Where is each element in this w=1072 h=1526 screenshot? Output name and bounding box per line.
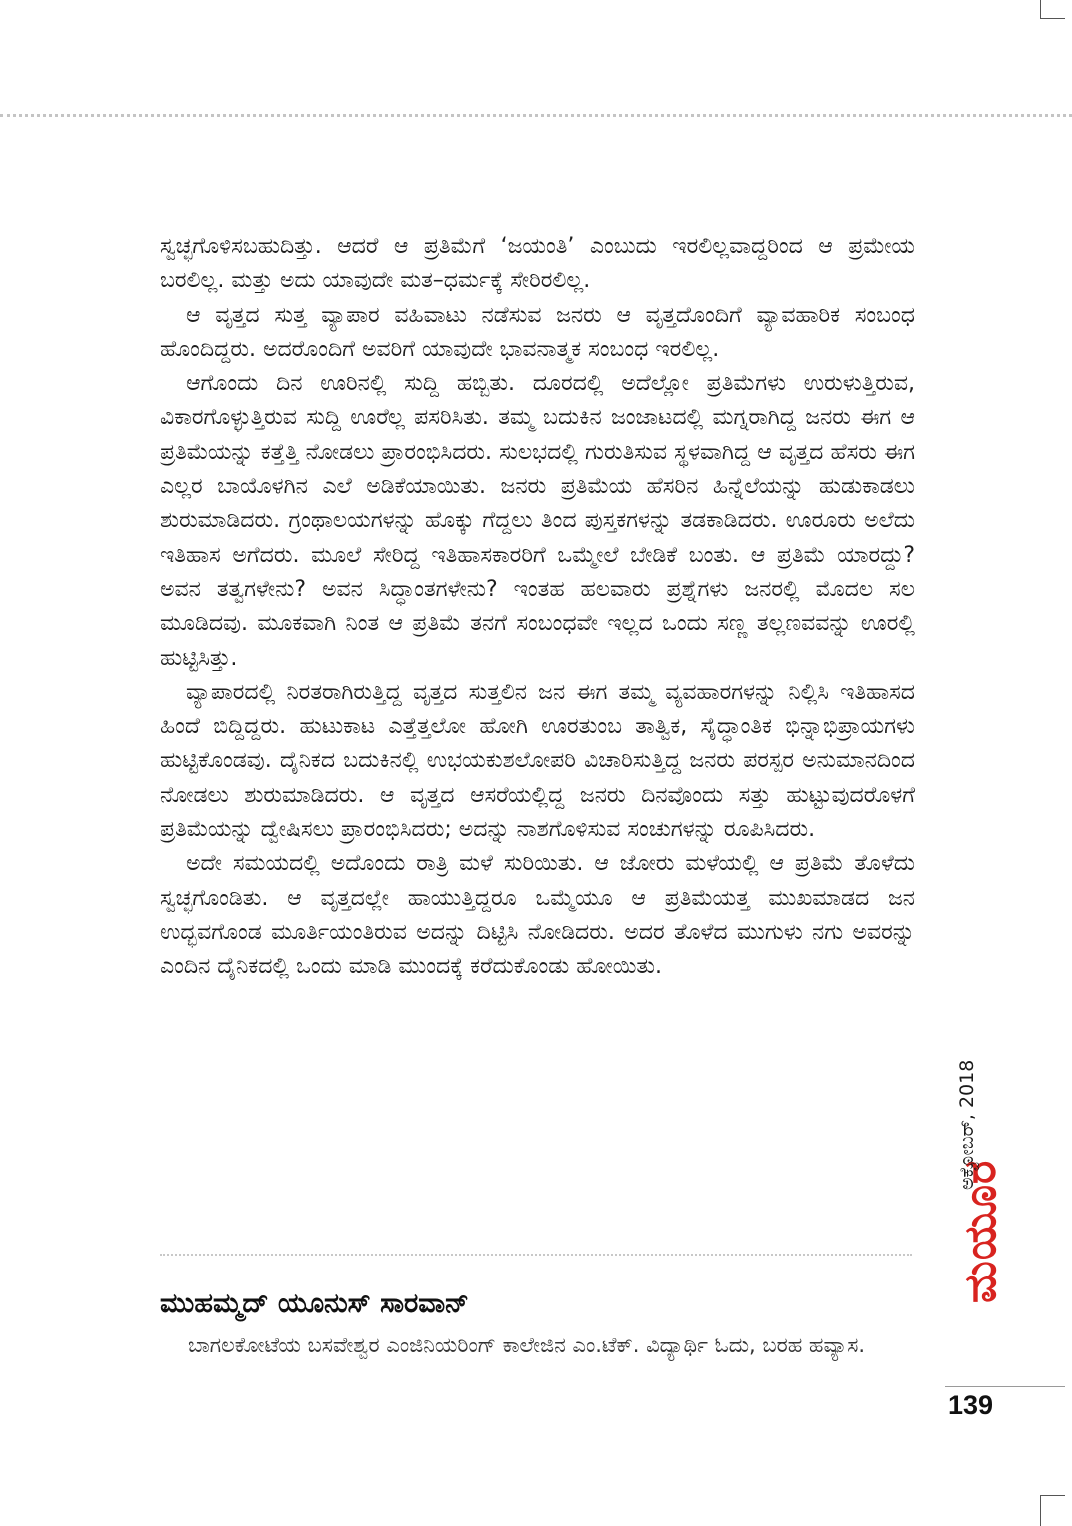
article-paragraph: ಆ ವೃತ್ತದ ಸುತ್ತ ವ್ಯಾಪಾರ ವಹಿವಾಟು ನಡೆಸುವ ಜನರು ಆ ವೃತ್ತದೊಂದಿಗೆ ವ್ಯಾವಹಾರಿಕ ಸಂಬಂಧ ಹೊಂದಿದ್ದರು. ಅದರೊಂದಿಗೆ ಅವರಿಗೆ ಯಾವುದೇ ಭಾವನಾತ್ಮಕ ಸಂಬಂಧ ಇರಲಿಲ್ಲ. (160, 302, 915, 362)
author-separator (160, 1254, 912, 1256)
crop-mark-bottom (1040, 1495, 1065, 1526)
top-dotted-rule (0, 114, 1072, 117)
article-paragraph: ಅದೇ ಸಮಯದಲ್ಲಿ ಅದೊಂದು ರಾತ್ರಿ ಮಳೆ ಸುರಿಯಿತು. ಆ ಜೋರು ಮಳೆಯಲ್ಲಿ ಆ ಪ್ರತಿಮೆ ತೊಳೆದು ಸ್ವಚ್ಛಗೊಂಡಿತು. ಆ ವೃತ್ತದಲ್ಲೇ ಹಾಯುತ್ತಿದ್ದರೂ ಒಮ್ಮೆಯೂ ಆ ಪ್ರತಿಮೆಯತ್ತ ಮುಖಮಾಡದ ಜನ ಉದ್ಭವಗೊಂಡ ಮೂರ್ತಿಯಂತಿರುವ ಅದನ್ನು ದಿಟ್ಟಿಸಿ ನೋಡಿದರು. ಅದರ ತೊಳೆದ ಮುಗುಳು ನಗು ಅವರನ್ನು ಎಂದಿನ ದೈನಿಕದಲ್ಲಿ ಒಂದು ಮಾಡಿ ಮುಂದಕ್ಕೆ ಕರೆದುಕೊಂಡು ಹೋಯಿತು. (160, 851, 915, 980)
article-paragraph: ಸ್ವಚ್ಛಗೊಳಿಸಬಹುದಿತ್ತು. ಆದರೆ ಆ ಪ್ರತಿಮೆಗೆ ‘ಜಯಂತಿ’ ಎಂಬುದು ಇರಲಿಲ್ಲವಾದ್ದರಿಂದ ಆ ಪ್ರಮೇಯ ಬರಲಿಲ್ಲ. ಮತ್ತು ಅದು ಯಾವುದೇ ಮತ–ಧರ್ಮಕ್ಕೆ ಸೇರಿರಲಿಲ್ಲ. (160, 234, 915, 294)
crop-mark-top (1040, 0, 1065, 19)
author-name: ಮುಹಮ್ಮದ್ ಯೂನುಸ್ ಸಾರವಾನ್ (160, 1288, 469, 1319)
issue-date: ಅಕ್ಟೋಬರ್, 2018 (956, 1059, 978, 1190)
article-paragraph: ಆಗೊಂದು ದಿನ ಊರಿನಲ್ಲಿ ಸುದ್ದಿ ಹಬ್ಬಿತು. ದೂರದಲ್ಲಿ ಅದೆಲ್ಲೋ ಪ್ರತಿಮೆಗಳು ಉರುಳುತ್ತಿರುವ, ವಿಕಾರಗೊಳ್ಳುತ್ತಿರುವ ಸುದ್ದಿ ಊರೆಲ್ಲ ಪಸರಿಸಿತು. ತಮ್ಮ ಬದುಕಿನ ಜಂಜಾಟದಲ್ಲಿ ಮಗ್ನರಾಗಿದ್ದ ಜನರು ಈಗ ಆ ಪ್ರತಿಮೆಯನ್ನು ಕತ್ತೆತ್ತಿ ನೋಡಲು ಪ್ರಾರಂಭಿಸಿದರು. ಸುಲಭದಲ್ಲಿ ಗುರುತಿಸುವ ಸ್ಥಳವಾಗಿದ್ದ ಆ ವೃತ್ತದ ಹೆಸರು ಈಗ ಎಲ್ಲರ ಬಾಯೊಳಗಿನ ಎಲೆ ಅಡಿಕೆಯಾಯಿತು. ಜನರು ಪ್ರತಿಮೆಯ ಹೆಸರಿನ ಹಿನ್ನೆಲೆಯನ್ನು ಹುಡುಕಾಡಲು ಶುರುಮಾಡಿದರು. ಗ್ರಂಥಾಲಯಗಳನ್ನು ಹೊಕ್ಕು ಗೆದ್ದಲು ತಿಂದ ಪುಸ್ತಕಗಳನ್ನು ತಡಕಾಡಿದರು. ಊರೂರು ಅಲೆದು ಇತಿಹಾಸ ಅಗೆದರು. ಮೂಲೆ ಸೇರಿದ್ದ ಇತಿಹಾಸಕಾರರಿಗೆ ಒಮ್ಮೇಲೆ ಬೇಡಿಕೆ ಬಂತು. ಆ ಪ್ರತಿಮೆ ಯಾರದ್ದು? ಅವನ ತತ್ವಗಳೇನು? ಅವನ ಸಿದ್ಧಾಂತಗಳೇನು? ಇಂತಹ ಹಲವಾರು ಪ್ರಶ್ನೆಗಳು ಜನರಲ್ಲಿ ಮೊದಲ ಸಲ ಮೂಡಿದವು. ಮೂಕವಾಗಿ ನಿಂತ ಆ ಪ್ರತಿಮೆ ತನಗೆ ಸಂಬಂಧವೇ ಇಲ್ಲದ ಒಂದು ಸಣ್ಣ ತಲ್ಲಣವವನ್ನು ಊರಲ್ಲಿ ಹುಟ್ಟಿಸಿತ್ತು. (160, 371, 915, 671)
article-body (160, 230, 915, 985)
author-bio: ಬಾಗಲಕೋಟೆಯ ಬಸವೇಶ್ವರ ಎಂಜಿನಿಯರಿಂಗ್ ಕಾಲೇಜಿನ ಎಂ.ಟೆಕ್. ವಿದ್ಯಾರ್ಥಿ ಓದು, ಬರಹ ಹವ್ಯಾಸ. (188, 1333, 866, 1357)
page-number-rule (945, 1386, 1065, 1387)
magazine-logo: ಮಯೂರ (955, 1159, 1006, 1303)
page-number: 139 (948, 1390, 994, 1420)
article-paragraph: ವ್ಯಾಪಾರದಲ್ಲಿ ನಿರತರಾಗಿರುತ್ತಿದ್ದ ವೃತ್ತದ ಸುತ್ತಲಿನ ಜನ ಈಗ ತಮ್ಮ ವ್ಯವಹಾರಗಳನ್ನು ನಿಲ್ಲಿಸಿ ಇತಿಹಾಸದ ಹಿಂದೆ ಬಿದ್ದಿದ್ದರು. ಹುಟುಕಾಟ ಎತ್ತೆತ್ತಲೋ ಹೋಗಿ ಊರತುಂಬ ತಾತ್ವಿಕ, ಸೈದ್ಧಾಂತಿಕ ಭಿನ್ನಾಭಿಪ್ರಾಯಗಳು ಹುಟ್ಟಿಕೊಂಡವು. ದೈನಿಕದ ಬದುಕಿನಲ್ಲಿ ಉಭಯಕುಶಲೋಪರಿ ವಿಚಾರಿಸುತ್ತಿದ್ದ ಜನರು ಪರಸ್ಪರ ಅನುಮಾನದಿಂದ ನೋಡಲು ಶುರುಮಾಡಿದರು. ಆ ವೃತ್ತದ ಆಸರೆಯಲ್ಲಿದ್ದ ಜನರು ದಿನವೊಂದು ಸತ್ತು ಹುಟ್ಟುವುದರೊಳಗೆ ಪ್ರತಿಮೆಯನ್ನು ದ್ವೇಷಿಸಲು ಪ್ರಾರಂಭಿಸಿದರು; ಅದನ್ನು ನಾಶಗೊಳಿಸುವ ಸಂಚುಗಳನ್ನು ರೂಪಿಸಿದರು. (160, 679, 915, 843)
